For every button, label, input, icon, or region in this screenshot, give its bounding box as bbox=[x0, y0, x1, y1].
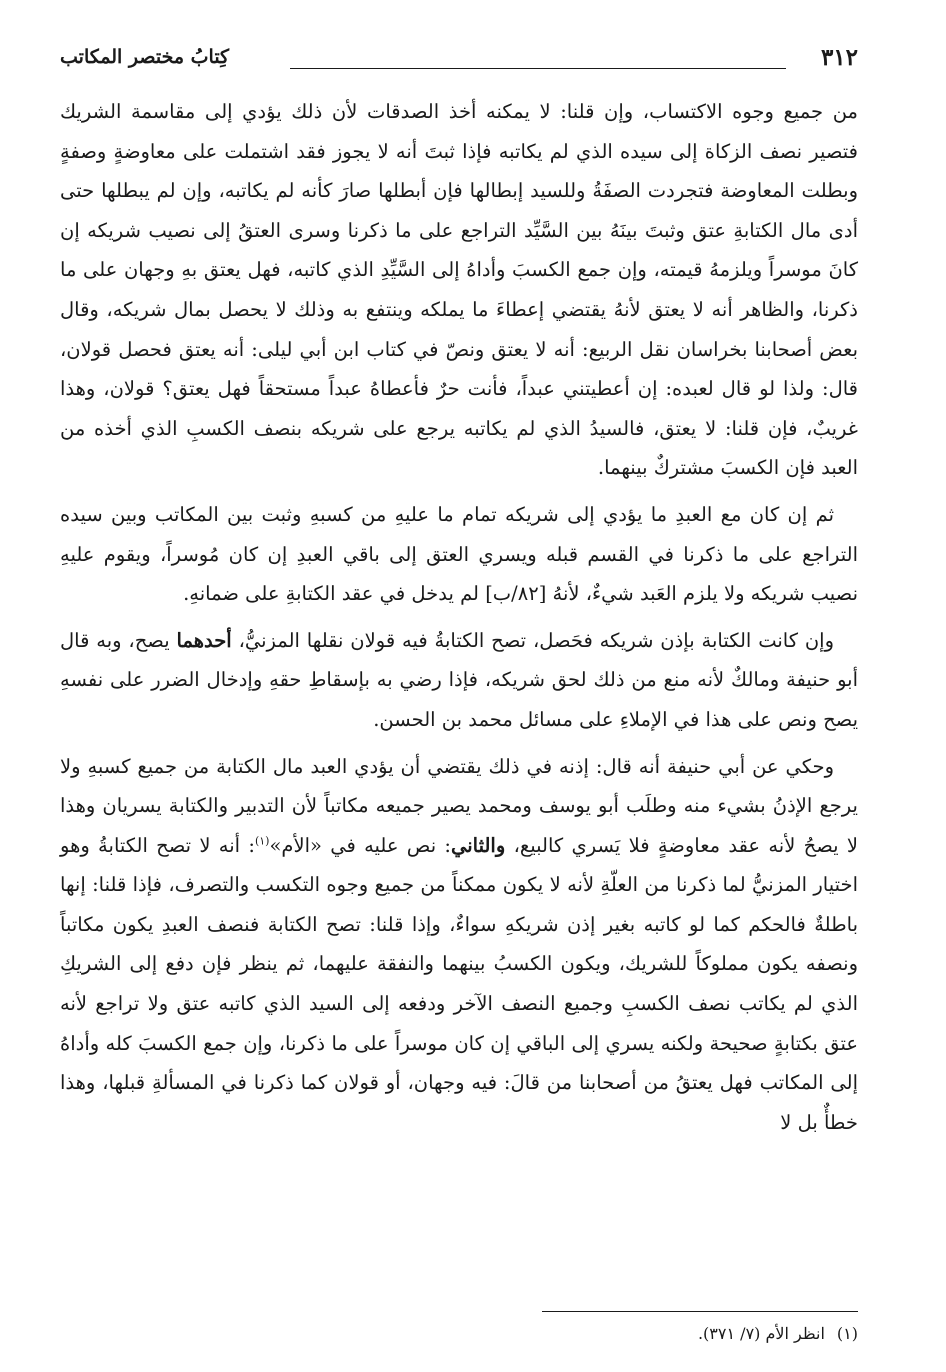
footnote-number: (١) bbox=[836, 1324, 858, 1343]
page-number: ٣١٢ bbox=[820, 44, 858, 71]
footnotes bbox=[60, 1322, 858, 1346]
paragraph-2 bbox=[60, 495, 858, 614]
footnote-text: انظر الأم (٧/ ٣٧١). bbox=[697, 1324, 825, 1343]
paragraph-3 bbox=[60, 621, 858, 740]
paragraph-4-middle: : نص عليه في «الأم» bbox=[269, 833, 451, 857]
paragraph-4 bbox=[60, 747, 858, 1143]
paragraph-4-lead: وحكي عن أبي حنيفة أنه قال: إذنه في ذلك يقتضي أن يؤدي العبد مال الكتابة من جميع كسبهِ ولا يرجع الإذنُ بشيء منه وطلَب أبو يوسف ومحمد يصير جميعه مكاتباً لأن التدبير والكتابة يسريان وهذا لا يصحُ لأنه عقد معاوضةٍ فلا يَسري كالبيع، bbox=[60, 754, 858, 857]
paragraph-1 bbox=[60, 92, 858, 488]
paragraph-4-bold-term: والثاني bbox=[450, 833, 506, 857]
paragraph-3-lead: وإن كانت الكتابة بإذن شريكه فحَصل، تصح الكتابةُ فيه قولان نقلها المزنيُّ، bbox=[231, 628, 834, 652]
running-title: كِتابُ مختصر المكاتب bbox=[60, 46, 230, 68]
footnote-reference[interactable]: (١) bbox=[254, 834, 270, 848]
header-rule bbox=[290, 68, 786, 69]
page-header bbox=[60, 44, 858, 84]
paragraph-2-text: ثم إن كان مع العبدِ ما يؤدي إلى شريكه تمام ما عليهِ من كسبهِ وثبت بين المكاتب وبين سيده التراجع على ما ذكرنا في القسم قبله ويسري العتق إلى باقي العبدِ إن كان مُوسراً، ويقوم عليهِ نصيب شريكه ولا يلزم العَبد شيءٌ، لأنهُ [٨٢/ب] لم يدخل في عقد الكتابةِ على ضمانهِ. bbox=[60, 502, 858, 606]
paragraph-3-rest: يصح، وبه قال أبو حنيفة ومالكٌ لأنه منع من ذلك لحق شريكه، فإذا رضي به بإسقاطِ حقهِ وإدخال الضرر على نفسهِ يصح ونص على هذا في الإملاءِ على مسائل محمد بن الحسن. bbox=[60, 628, 858, 731]
paragraph-3-bold-term: أحدهما bbox=[176, 628, 232, 652]
paragraph-4-rest: : أنه لا تصح الكتابةُ وهو اختيار المزنيُّ لما ذكرنا من العلّةِ لأنه لا يكون ممكناً من جميع وجوه التكسب والتصرف، فإذا قلنا: إنها باطلةٌ فالحكم كما لو كاتبه بغير إذن شريكهِ سواءٌ، وإذا قلنا: تصح الكتابة فنصف العبدِ يكون مكاتباً ونصفه يكون مملوكاً للشريك، ويكون الكسبُ بينهما والنفقة عليهما، ثم ينظر فإن دفع إلى الشريكِ الذي لم يكاتب نصف الكسبِ وجميع النصف الآخر ودفعه إلى السيد الذي كاتبه عتق ولا تراجع لأنه عتق بكتابةٍ صحيحة ولكنه يسري إلى الباقي إن كان موسراً على ما ذكرنا، وإن جمع الكسبَ كله وأداهُ إلى المكاتب فهل يعتقُ من أصحابنا من قالَ: فيه وجهان، أو قولان كما ذكرنا في المسألةِ قبلها، وهذا خطأٌ بل لا bbox=[60, 833, 858, 1134]
footnote-separator bbox=[542, 1311, 858, 1312]
footnote-item bbox=[60, 1322, 858, 1346]
paragraph-1-text: من جميع وجوه الاكتساب، وإن قلنا: لا يمكنه أخذ الصدقات لأن ذلك يؤدي إلى مقاسمة الشريك فتصير نصف الزكاة إلى سيده الذي لم يكاتبه فإذا ثبتَ أنه لا يجوز فقد اشتملت على معاوضةٍ وصفةٍ وبطلت المعاوضة فتجردت الصفَةُ وللسيد إبطالها فإن أبطلها صارَ كأنه لم يكاتبه، وإن لم يبطلها حتى أدى مال الكتابةِ عتق وثبتَ بينَهُ بين السَّيِّد التراجع على ما ذكرنا وسرى العتقُ إلى نصيب شريكه إن كانَ موسراً ويلزمهُ قيمته، وإن جمع الكسبَ وأداهُ إلى السَّيِّدِ الذي كاتبه، فهل يعتق بهِ وجهان على ما ذكرنا، والظاهر أنه لا يعتق لأنهُ يقتضي إعطاءَ ما يملكه وينتفع به وذلك لا يحصل بمال شريكه، وقال بعض أصحابنا بخراسان نقل الربيع: أنه لا يعتق ونصّ في كتاب ابن أبي ليلى: أنه يعتق فحصل قولان، قال: ولذا لو قال لعبده: إن أعطيتني عبداً، فأنت حرٌ فأعطاهُ عبداً مستحقاً فهل يعتق؟ قولان، وهذا غريبٌ، فإن قلنا: لا يعتق، فالسيدُ الذي لم يكاتبه يرجع على شريكه بنصف الكسبِ الذي أخذه من العبد فإن الكسبَ مشتركٌ بينهما. bbox=[60, 100, 858, 480]
main-text bbox=[60, 92, 858, 1142]
